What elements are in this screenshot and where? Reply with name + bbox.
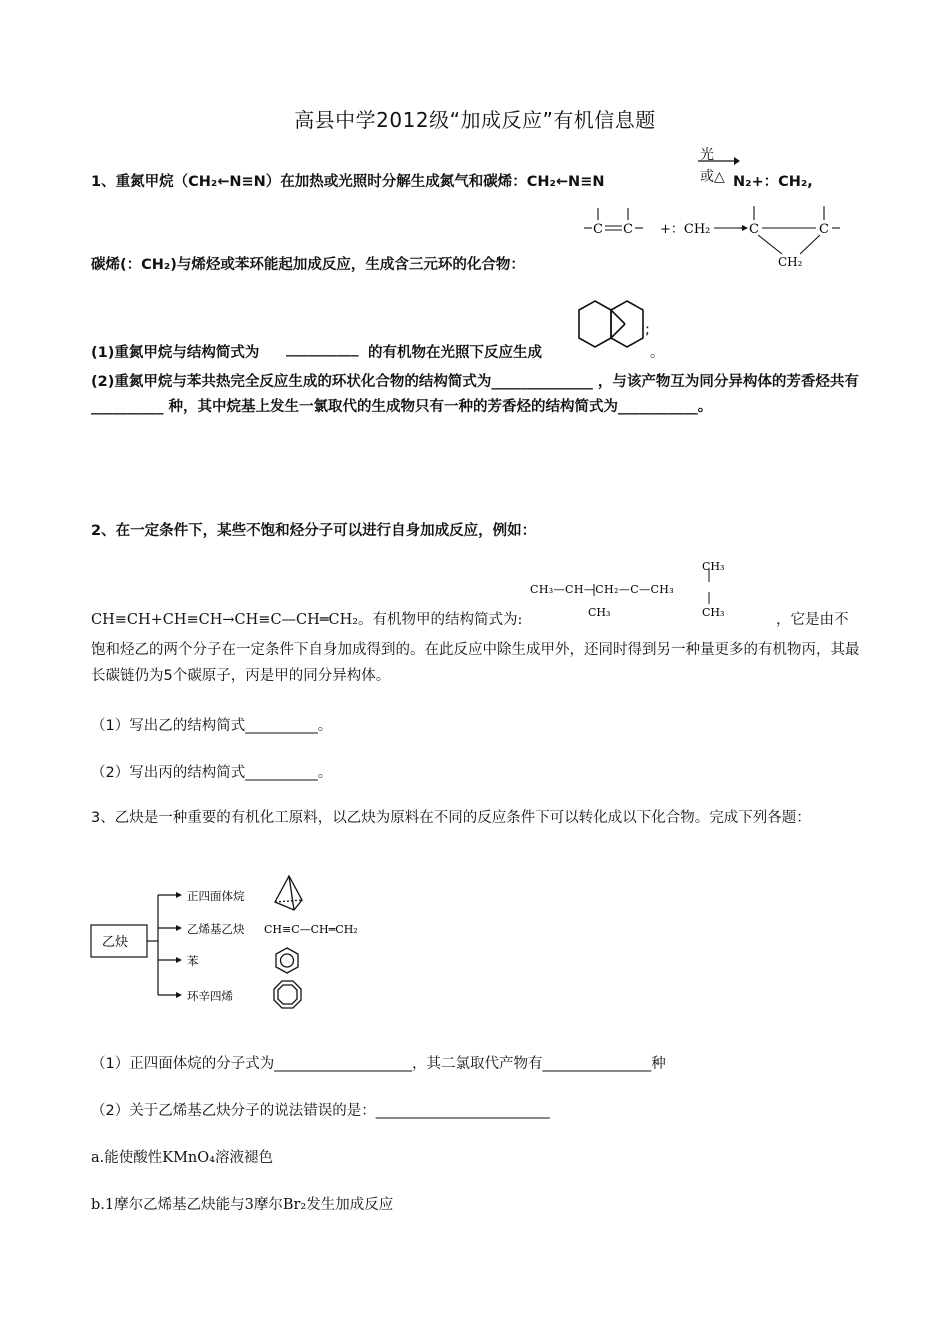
ring-carbon-1: C	[749, 222, 759, 237]
q3-option-a: a.能使酸性KMnO₄溶液褪色	[91, 1150, 273, 1166]
q2-sub2: （2）写出丙的结构简式__________。	[91, 765, 333, 781]
branch-tetrahedrane: 正四面体烷	[187, 889, 245, 903]
tetrahedrane-structure	[275, 876, 302, 910]
q1-products: N₂+：CH₂,	[733, 174, 813, 190]
main-chain: CH₃—CH—CH₂—C—CH₃	[530, 583, 675, 596]
q1-arrow-condition-bottom: 或△	[700, 169, 725, 185]
carbene-reagent: +：CH₂	[660, 222, 711, 237]
branch-cyclooctatetraene: 环辛四烯	[187, 989, 233, 1003]
q1-sub1-middle: 的有机物在光照下反应生成	[368, 345, 542, 361]
vinylacetylene-formula: CH≡C—CH═CH₂	[264, 923, 358, 936]
q1-intro: 1、重氮甲烷（CH₂←N≡N）在加热或光照时分解生成氮气和碳烯：CH₂←N≡N	[91, 174, 605, 190]
bicyclic-product-structure	[575, 298, 647, 360]
q1-sub1-semicolon: ;	[645, 322, 650, 338]
branch-vinylacetylene: 乙烯基乙炔	[187, 922, 245, 936]
q2-body-line1: CH≡CH+CH≡CH→CH≡C—CH═CH₂。有机物甲的结构简式为:	[91, 612, 523, 628]
ch3-bottom-1: CH₃	[588, 606, 611, 619]
q1-line2: 碳烯(：CH₂)与烯烃或苯环能起加成反应，生成含三元环的化合物：	[91, 257, 525, 273]
q1-sub2: (2)重氮甲烷与苯共热完全反应生成的环状化合物的结构简式为______________ ，与该产物互为同分异构体的芳香烃共有__________ 种，其中烷基上发生一氯取代的生成物只有一种的芳香烃的结构简式为___________。	[91, 374, 859, 415]
ring-ch2: CH₂	[778, 255, 803, 269]
ch3-bottom-2: CH₃	[702, 606, 725, 619]
ch3-top: CH₃	[702, 560, 725, 573]
q3-intro: 3、乙炔是一种重要的有机化工原料，以乙炔为原料在不同的反应条件下可以转化成以下化合物。完成下列各题：	[91, 810, 811, 826]
acetylene-label: 乙炔	[102, 935, 129, 950]
cyclooctatetraene-structure	[274, 981, 301, 1008]
q1-cyclopropanation-scheme	[578, 198, 858, 272]
page-title: 高县中学2012级“加成反应”有机信息题	[294, 108, 656, 132]
compound-jia-structure	[526, 558, 786, 622]
branch-benzene: 苯	[187, 954, 199, 968]
q1-sub1-end: 。	[650, 345, 665, 361]
acetylene-conversion-diagram	[88, 870, 388, 1015]
q1-sub1-blank[interactable]: __________	[286, 341, 359, 357]
q2-sub1: （1）写出乙的结构简式__________。	[91, 718, 333, 734]
q3-option-b: b.1摩尔乙烯基乙炔能与3摩尔Br₂发生加成反应	[91, 1197, 394, 1213]
q3-sub2: （2）关于乙烯基乙炔分子的说法错误的是：________________________	[91, 1103, 550, 1119]
benzene-structure	[276, 948, 298, 973]
q1-sub1-prefix: (1)重氮甲烷与结构简式为	[91, 345, 260, 361]
q2-body-rest: 饱和烃乙的两个分子在一定条件下自身加成得到的。在此反应中除生成甲外，还同时得到另一种量更多的有机物丙，其最长碳链仍为5个碳原子，丙是甲的同分异构体。	[91, 642, 860, 684]
alkene-carbon-1: C	[593, 222, 603, 237]
q3-sub1: （1）正四面体烷的分子式为___________________，其二氯取代产物有_______________种	[91, 1056, 666, 1072]
q2-body-line1-tail: ，它是由不	[776, 612, 849, 628]
alkene-carbon-2: C	[623, 222, 633, 237]
q2-intro: 2、在一定条件下，某些不饱和烃分子可以进行自身加成反应，例如：	[91, 523, 537, 539]
q1-arrow-condition-top: 光	[700, 147, 714, 163]
ring-carbon-2: C	[819, 222, 829, 237]
